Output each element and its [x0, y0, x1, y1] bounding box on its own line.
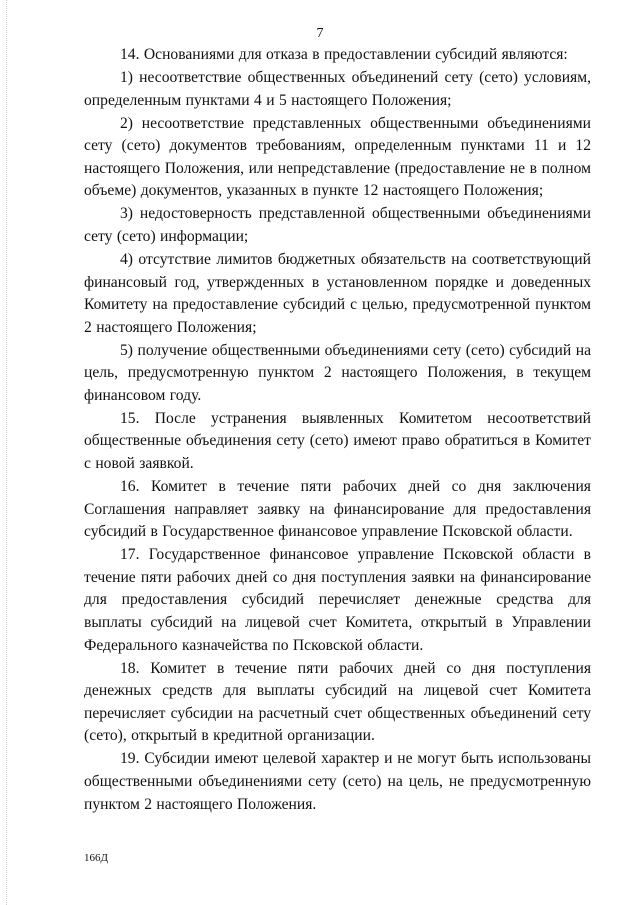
paragraph-16: 16. Комитет в течение пяти рабочих дней со дня заключения Соглашения направляет заявку на финансирование для предоставления субсидий в Государственное финансовое управление Псковской области.: [84, 478, 591, 541]
document-body: [84, 44, 591, 816]
paragraph-14-item-5: 5) получение общественными объединениями сету (сето) субсидий на цель, предусмотренную пунктом 2 настоящего Положения, в текущем финансовом году.: [84, 341, 591, 404]
paragraph-18: 18. Комитет в течение пяти рабочих дней со дня поступления денежных средств для выплаты субсидий на лицевой счет Комитета перечисляет субсидии на расчетный счет общественных объединений сету (сето), открытый в кредитной организации.: [84, 659, 591, 745]
paragraph-14-item-1: 1) несоответствие общественных объединений сету (сето) условиям, определенным пунктами 4 и 5 настоящего Положения;: [84, 68, 591, 109]
paragraph-14-item-4: 4) отсутствие лимитов бюджетных обязательств на соответствующий финансовый год, утвержденных в установленном порядке и доведенных Комитету на предоставление субсидий с целью, предусмотренной пунктом 2 настоящего Положения;: [84, 250, 591, 336]
paragraph-14-item-2: 2) несоответствие представленных общественными объединениями сету (сето) документов требованиям, определенным пунктами 11 и 12 настоящего Положения, или непредставление (предоставление не в полном объеме) документов, указанных в пункте 12 настоящего Положения;: [84, 114, 591, 200]
paragraph-17: 17. Государственное финансовое управление Псковской области в течение пяти рабочих дней со дня поступления заявки на финансирование для предоставления субсидий перечисляет денежные средства для выплаты субсидий на лицевой счет Комитета, открытый в Управлении Федерального казначейства по Псковской области.: [84, 546, 591, 654]
paragraph-14: 14. Основаниями для отказа в предоставлении субсидий являются:: [120, 46, 568, 63]
paragraph-14-item-3: 3) недостоверность представленной общественными объединениями сету (сето) информации;: [84, 205, 591, 245]
scan-edge: [0, 0, 7, 905]
footer-document-code: 166Д: [84, 852, 109, 864]
page-number: 7: [316, 26, 324, 41]
paragraph-19: 19. Субсидии имеют целевой характер и не могут быть использованы общественными объединениями сету (сето) на цель, не предусмотренную пунктом 2 настоящего Положения.: [84, 750, 591, 813]
paragraph-15: 15. После устранения выявленных Комитетом несоответствий общественные объединения сету (сето) имеют право обратиться в Комитет с новой заявкой.: [84, 409, 591, 473]
